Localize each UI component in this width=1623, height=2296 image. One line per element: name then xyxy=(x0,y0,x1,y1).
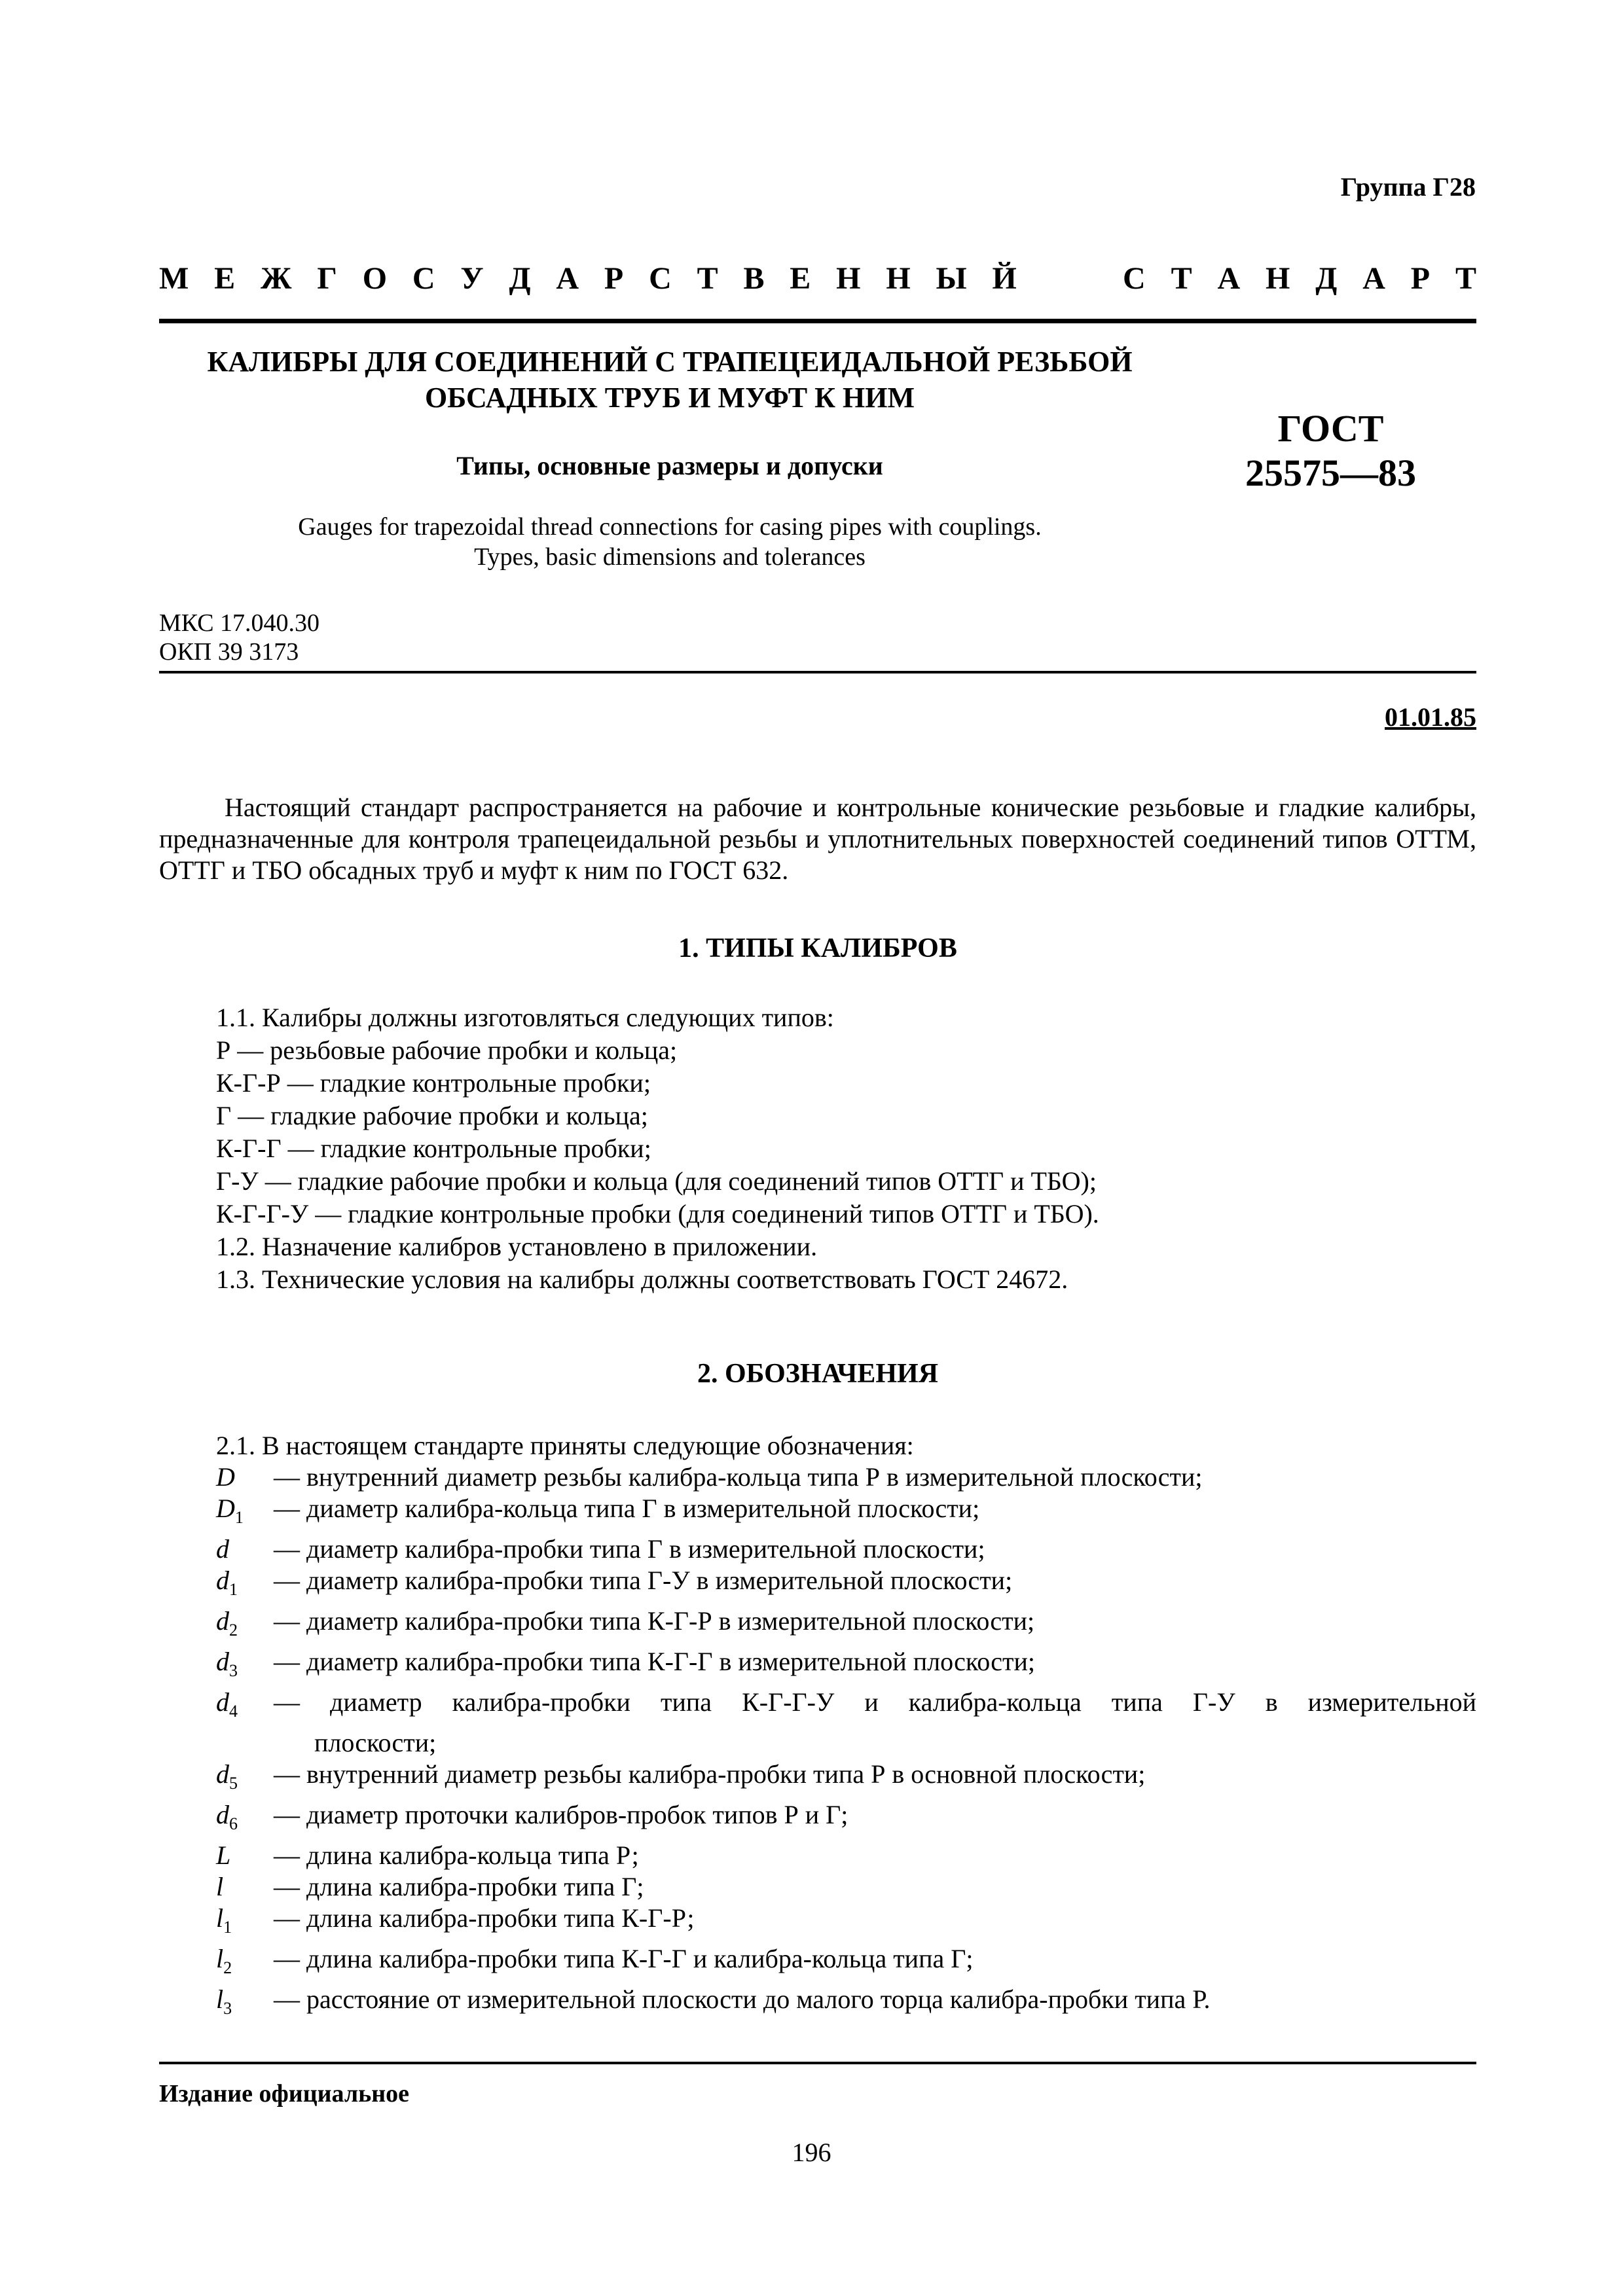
definition-text: — диаметр проточки калибров-пробок типов Р и Г; xyxy=(274,1800,848,1829)
section1-heading: 1. ТИПЫ КАЛИБРОВ xyxy=(678,933,957,963)
banner-letter: Н xyxy=(1266,261,1290,296)
symbol-base: d xyxy=(216,1606,229,1636)
definition-row xyxy=(216,1871,1476,1903)
definition-symbol xyxy=(216,1646,274,1687)
definition-symbol xyxy=(216,1534,274,1565)
banner-letter: Д xyxy=(509,261,531,296)
intro-paragraph: Настоящий стандарт распространяется на рабочие и контрольные конические резьбовые и гладкие калибры, предназначенные для контроля трапецеидальной резьбы и уплотнительных поверхностей соединений типов ОТТМ, ОТТГ и ТБО обсадных труб и муфт к ним по ГОСТ 632. xyxy=(159,793,1476,885)
symbol-base: d xyxy=(216,1647,229,1676)
banner-letter: Н xyxy=(836,261,861,296)
symbol-subscript: 5 xyxy=(229,1774,238,1793)
definition-row xyxy=(216,1462,1476,1493)
symbol-subscript: 3 xyxy=(223,1999,232,2018)
symbol-subscript: 1 xyxy=(223,1918,232,1937)
english-title-line1: Gauges for trapezoidal thread connections for casing pipes with couplings. xyxy=(298,513,1042,541)
definition-row xyxy=(216,1493,1476,1534)
list-item: К-Г-Г-У — гладкие контрольные пробки (для соединений типов ОТТГ и ТБО). xyxy=(216,1199,1099,1229)
list-item: Р — резьбовые рабочие пробки и кольца; xyxy=(216,1035,678,1065)
gost-label: ГОСТ xyxy=(1277,407,1384,450)
banner-letter: Е xyxy=(790,261,811,296)
banner-word-interstate xyxy=(159,260,1017,296)
banner-letter: В xyxy=(743,261,765,296)
banner-letter: Д xyxy=(1315,261,1338,296)
definition-text: — диаметр калибра-пробки типа Г-У в измерительной плоскости; xyxy=(274,1566,1013,1595)
banner-letter: Й xyxy=(992,261,1017,296)
mks-code: МКС 17.040.30 xyxy=(159,609,320,637)
banner-letter: Р xyxy=(1410,261,1431,296)
banner-letter: У xyxy=(460,261,484,296)
page-number: 196 xyxy=(792,2138,831,2167)
banner-letter: С xyxy=(412,261,435,296)
definition-text: — длина калибра-пробки типа К-Г-Г и калибра-кольца типа Г; xyxy=(274,1944,974,1973)
symbol-base: D xyxy=(216,1494,235,1523)
symbol-base: d xyxy=(216,1534,229,1564)
banner-letter: Т xyxy=(697,261,718,296)
definition-symbol xyxy=(216,1903,274,1943)
definition-row xyxy=(216,1840,1476,1871)
banner-letter: С xyxy=(1123,261,1146,296)
symbol-base: l xyxy=(216,1944,224,1973)
symbol-subscript: 6 xyxy=(229,1814,238,1833)
symbol-base: L xyxy=(216,1840,231,1870)
definition-row xyxy=(216,1565,1476,1605)
symbol-base: D xyxy=(216,1462,235,1492)
footer-rule xyxy=(159,2062,1476,2064)
definition-row xyxy=(216,1605,1476,1646)
banner-letter: Н xyxy=(886,261,911,296)
list-item: 1.3. Технические условия на калибры должны соответствовать ГОСТ 24672. xyxy=(216,1265,1068,1294)
definition-text: — диаметр калибра-кольца типа Г в измерительной плоскости; xyxy=(274,1494,980,1523)
definition-symbol xyxy=(216,1871,274,1903)
banner-letter: Р xyxy=(604,261,624,296)
list-item: Г-У — гладкие рабочие пробки и кольца (для соединений типов ОТТГ и ТБО); xyxy=(216,1166,1097,1196)
symbol-base: d xyxy=(216,1687,229,1717)
definition-row xyxy=(216,1687,1476,1727)
definition-row xyxy=(216,1984,1476,2024)
symbol-base: d xyxy=(216,1800,229,1829)
definition-row xyxy=(216,1799,1476,1840)
definition-row xyxy=(216,1759,1476,1799)
symbol-subscript: 2 xyxy=(229,1621,238,1640)
definition-continuation: плоскости; xyxy=(314,1728,437,1757)
definition-symbol xyxy=(216,1565,274,1605)
group-code: Группа Г28 xyxy=(1340,172,1476,202)
banner-letter: Ж xyxy=(261,261,292,296)
banner-letter: Т xyxy=(1171,261,1192,296)
symbol-subscript: 1 xyxy=(234,1508,244,1527)
definition-text: — длина калибра-кольца типа Р; xyxy=(274,1840,639,1870)
definition-text: — диаметр калибра-пробки типа К-Г-Г-У и калибра-кольца типа Г-У в измерительной xyxy=(274,1687,1476,1717)
definition-symbol xyxy=(216,1840,274,1871)
definition-text: — внутренний диаметр резьбы калибра-кольца типа Р в измерительной плоскости; xyxy=(274,1462,1203,1492)
definition-symbol xyxy=(216,1984,274,2024)
gost-number: 25575—83 xyxy=(1245,452,1416,494)
section1-list xyxy=(216,1001,1476,1296)
symbol-base: l xyxy=(216,1903,224,1933)
list-item: К-Г-Г — гладкие контрольные пробки; xyxy=(216,1134,651,1163)
definition-text: — расстояние от измерительной плоскости до малого торца калибра-пробки типа Р. xyxy=(274,1984,1211,2014)
definition-text: — диаметр калибра-пробки типа К-Г-Р в измерительной плоскости; xyxy=(274,1606,1035,1636)
definition-text: — длина калибра-пробки типа К-Г-Р; xyxy=(274,1903,695,1933)
symbol-subscript: 1 xyxy=(229,1580,238,1599)
banner-letter: А xyxy=(556,261,579,296)
banner-letter: Е xyxy=(214,261,236,296)
interstate-standard-banner xyxy=(159,260,1476,296)
banner-word-standard xyxy=(1123,260,1476,296)
banner-letter: М xyxy=(159,261,189,296)
okp-code: ОКП 39 3173 xyxy=(159,638,299,666)
list-item: К-Г-Р — гладкие контрольные пробки; xyxy=(216,1068,651,1098)
document-subtitle: Типы, основные размеры и допуски xyxy=(456,451,883,480)
symbol-base: l xyxy=(216,1872,224,1901)
document-title-line2: ОБСАДНЫХ ТРУБ И МУФТ К НИМ xyxy=(424,382,915,414)
banner-letter: С xyxy=(649,261,672,296)
symbol-base: l xyxy=(216,1984,224,2014)
banner-letter: Т xyxy=(1455,261,1476,296)
definition-row xyxy=(216,1646,1476,1687)
banner-letter: А xyxy=(1362,261,1385,296)
effective-date: 01.01.85 xyxy=(1385,702,1476,732)
definition-text: — внутренний диаметр резьбы калибра-пробки типа Р в основной плоскости; xyxy=(274,1759,1146,1789)
definition-symbol xyxy=(216,1799,274,1840)
section2-intro: 2.1. В настоящем стандарте приняты следующие обозначения: xyxy=(216,1431,914,1460)
list-item: 1.2. Назначение калибров установлено в приложении. xyxy=(216,1232,818,1261)
symbol-subscript: 2 xyxy=(223,1958,232,1977)
banner-letter: Г xyxy=(317,261,337,296)
symbol-subscript: 3 xyxy=(229,1661,238,1680)
document-title-line1: КАЛИБРЫ ДЛЯ СОЕДИНЕНИЙ С ТРАПЕЦЕИДАЛЬНОЙ РЕЗЬБОЙ xyxy=(207,346,1133,378)
english-title-line2: Types, basic dimensions and tolerances xyxy=(474,543,866,571)
list-item: Г — гладкие рабочие пробки и кольца; xyxy=(216,1101,648,1130)
symbol-base: d xyxy=(216,1759,229,1789)
definition-row xyxy=(216,1903,1476,1943)
definition-symbol xyxy=(216,1462,274,1493)
symbol-base: d xyxy=(216,1566,229,1595)
definition-text: — длина калибра-пробки типа Г; xyxy=(274,1872,644,1901)
definition-row xyxy=(216,1534,1476,1565)
definition-symbol xyxy=(216,1759,274,1799)
symbol-subscript: 4 xyxy=(229,1702,238,1721)
header-rule xyxy=(159,319,1476,323)
banner-letter: О xyxy=(362,261,388,296)
title-rule xyxy=(159,671,1476,673)
banner-letter: Ы xyxy=(936,261,967,296)
definition-symbol xyxy=(216,1493,274,1534)
section2-definitions xyxy=(216,1430,1476,2024)
list-item: 1.1. Калибры должны изготовляться следующих типов: xyxy=(216,1003,834,1032)
section2-heading: 2. ОБОЗНАЧЕНИЯ xyxy=(697,1359,939,1389)
definition-symbol xyxy=(216,1687,274,1727)
official-edition-note: Издание официальное xyxy=(159,2080,410,2108)
banner-letter: А xyxy=(1217,261,1241,296)
definition-text: — диаметр калибра-пробки типа К-Г-Г в измерительной плоскости; xyxy=(274,1647,1036,1676)
definition-symbol xyxy=(216,1943,274,1984)
definition-text: — диаметр калибра-пробки типа Г в измерительной плоскости; xyxy=(274,1534,985,1564)
definition-symbol xyxy=(216,1605,274,1646)
definition-row xyxy=(216,1943,1476,1984)
